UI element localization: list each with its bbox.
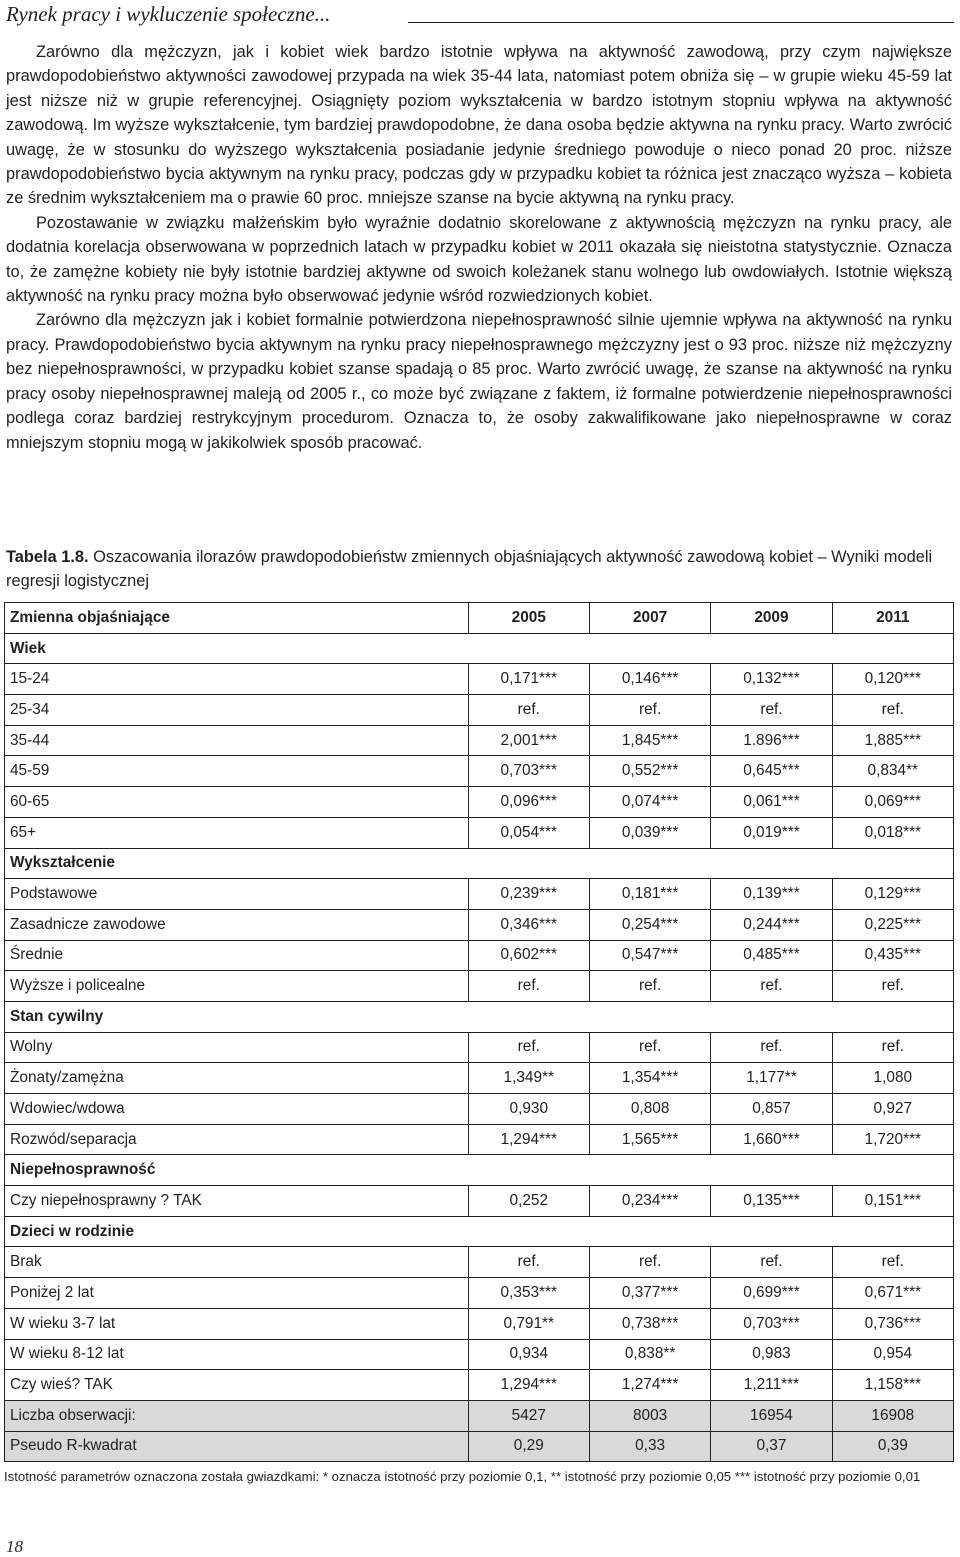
table-group-row bbox=[5, 848, 954, 879]
table-group-row bbox=[5, 1216, 954, 1247]
cell-value: 0,435*** bbox=[832, 940, 953, 971]
cell-value: 1,177** bbox=[711, 1063, 832, 1094]
cell-value: 1,294*** bbox=[468, 1124, 589, 1155]
cell-value: 1,294*** bbox=[468, 1370, 589, 1401]
row-label: 35-44 bbox=[5, 725, 469, 756]
cell-value: 1,720*** bbox=[832, 1124, 953, 1155]
cell-value: 1,080 bbox=[832, 1063, 953, 1094]
cell-value: 0,146*** bbox=[589, 664, 710, 695]
row-label: Czy wieś? TAK bbox=[5, 1370, 469, 1401]
cell-value: 0,930 bbox=[468, 1094, 589, 1125]
row-label: Zasadnicze zawodowe bbox=[5, 909, 469, 940]
column-header: Zmienna objaśniające bbox=[5, 603, 469, 634]
table-body bbox=[5, 633, 954, 1462]
cell-value: 0,135*** bbox=[711, 1186, 832, 1217]
header-rule bbox=[408, 22, 954, 23]
cell-value: 0,552*** bbox=[589, 756, 710, 787]
table-row bbox=[5, 1370, 954, 1401]
table-row bbox=[5, 695, 954, 726]
cell-value: 2,001*** bbox=[468, 725, 589, 756]
column-header: 2009 bbox=[711, 603, 832, 634]
cell-value: 0,353*** bbox=[468, 1278, 589, 1309]
cell-value: 0,671*** bbox=[832, 1278, 953, 1309]
cell-value: 0,808 bbox=[589, 1094, 710, 1125]
cell-value: 0,602*** bbox=[468, 940, 589, 971]
table-caption bbox=[6, 545, 952, 594]
table-row bbox=[5, 940, 954, 971]
cell-value: ref. bbox=[711, 1032, 832, 1063]
cell-value: ref. bbox=[832, 971, 953, 1002]
cell-value: 0,244*** bbox=[711, 909, 832, 940]
cell-value: 1,845*** bbox=[589, 725, 710, 756]
cell-value: 0,239*** bbox=[468, 879, 589, 910]
cell-value: 0,37 bbox=[711, 1431, 832, 1462]
cell-value: 1,349** bbox=[468, 1063, 589, 1094]
cell-value: 0,346*** bbox=[468, 909, 589, 940]
row-label: Brak bbox=[5, 1247, 469, 1278]
cell-value: ref. bbox=[832, 1032, 953, 1063]
group-label: Dzieci w rodzinie bbox=[5, 1216, 954, 1247]
cell-value: 1,274*** bbox=[589, 1370, 710, 1401]
table-row bbox=[5, 756, 954, 787]
row-label: Wyższe i policealne bbox=[5, 971, 469, 1002]
cell-value: 0,738*** bbox=[589, 1308, 710, 1339]
group-label: Wiek bbox=[5, 633, 954, 664]
cell-value: 0,857 bbox=[711, 1094, 832, 1125]
cell-value: 0,983 bbox=[711, 1339, 832, 1370]
table-row bbox=[5, 1278, 954, 1309]
cell-value: 1,660*** bbox=[711, 1124, 832, 1155]
cell-value: 0,29 bbox=[468, 1431, 589, 1462]
table-footnote: Istotność parametrów oznaczona została gwiazdkami: * oznacza istotność przy poziomie 0,1, ** istotność przy poziomie 0,05 *** istotność przy poziomie 0,01 bbox=[4, 1469, 921, 1484]
paragraph: Zarówno dla mężczyzn jak i kobiet formalnie potwierdzona niepełnosprawność silnie ujemnie wpływa na aktywność na rynku pracy. Prawdopodobieństwo bycia aktywnym na rynku pracy niepełnosprawnego mężczyzny jest o 93 proc. niższe niż mężczyzny bez niepełnosprawności, w przypadku kobiet szanse spadają o 85 proc. Warto zwrócić uwagę, że szanse na aktywność na rynku pracy osoby niepełnosprawnej maleją od 2005 r., co może być związane z faktem, iż formalne potwierdzenie niepełnosprawności podlega coraz bardziej restrykcyjnym procedurom. Oznacza to, że osoby zakwalifikowane jako niepełnosprawne w coraz mniejszym stopniu mogą w jakikolwiek sposób pracować. bbox=[6, 311, 952, 452]
table-row bbox=[5, 1124, 954, 1155]
table-caption-label: Tabela 1.8. bbox=[6, 548, 89, 566]
cell-value: 0,061*** bbox=[711, 787, 832, 818]
cell-value: 0,377*** bbox=[589, 1278, 710, 1309]
cell-value: 0,151*** bbox=[832, 1186, 953, 1217]
cell-value: 1,885*** bbox=[832, 725, 953, 756]
body-text bbox=[6, 40, 952, 455]
cell-value: 0,069*** bbox=[832, 787, 953, 818]
cell-value: 0,703*** bbox=[711, 1308, 832, 1339]
running-header-title: Rynek pracy i wykluczenie społeczne... bbox=[6, 2, 331, 26]
cell-value: ref. bbox=[589, 695, 710, 726]
table-row bbox=[5, 1247, 954, 1278]
table-row bbox=[5, 1308, 954, 1339]
group-label: Stan cywilny bbox=[5, 1001, 954, 1032]
cell-value: 0,33 bbox=[589, 1431, 710, 1462]
table-row bbox=[5, 1186, 954, 1217]
paragraph: Zarówno dla mężczyzn, jak i kobiet wiek bardzo istotnie wpływa na aktywność zawodową, przy czym największe prawdopodobieństwo aktywności zawodowej przypada na wiek 35-44 lata, natomiast potem obniża się – w grupie wieku 45-59 lat jest niższe niż w grupie referencyjnej. Osiągnięty poziom wykształcenia w bardzo istotnym stopniu wpływa na aktywność zawodową. Im wyższe wykształcenie, tym bardziej prawdopodobne, że dana osoba będzie aktywna na rynku pracy. Warto zwrócić uwagę, że w stosunku do wyższego wykształcenia posiadanie jedynie średniego powoduje o nieco ponad 20 proc. niższe prawdopodobieństwo bycia aktywnym na rynku pracy, podczas gdy w przypadku kobiet ta różnica jest znacząco wyższa – kobieta ze średnim wykształceniem ma o prawie 60 proc. mniejsze szanse na bycie aktywną na rynku pracy. bbox=[6, 43, 952, 208]
cell-value: 0,934 bbox=[468, 1339, 589, 1370]
cell-value: 0,054*** bbox=[468, 817, 589, 848]
cell-value: ref. bbox=[589, 971, 710, 1002]
row-label: Rozwód/separacja bbox=[5, 1124, 469, 1155]
cell-value: 0,096*** bbox=[468, 787, 589, 818]
table-row bbox=[5, 971, 954, 1002]
cell-value: 0,254*** bbox=[589, 909, 710, 940]
table-header-row bbox=[5, 603, 954, 634]
cell-value: 1.896*** bbox=[711, 725, 832, 756]
cell-value: 0,139*** bbox=[711, 879, 832, 910]
cell-value: 0,699*** bbox=[711, 1278, 832, 1309]
cell-value: 0,234*** bbox=[589, 1186, 710, 1217]
table-row bbox=[5, 664, 954, 695]
row-label: Podstawowe bbox=[5, 879, 469, 910]
table-row bbox=[5, 817, 954, 848]
table-row bbox=[5, 725, 954, 756]
table-row bbox=[5, 1400, 954, 1431]
table-group-row bbox=[5, 1001, 954, 1032]
cell-value: ref. bbox=[711, 971, 832, 1002]
row-label: Wolny bbox=[5, 1032, 469, 1063]
cell-value: ref. bbox=[468, 1247, 589, 1278]
cell-value: ref. bbox=[589, 1032, 710, 1063]
cell-value: 0,703*** bbox=[468, 756, 589, 787]
paragraph: Pozostawanie w związku małżeńskim było wyraźnie dodatnio skorelowane z aktywnością mężczyzn na rynku pracy, ale dodatnia korelacja obserwowana w poprzednich latach w przypadku kobiet w 2011 okazała się nieistotna statystycznie. Oznacza to, że zamężne kobiety nie były istotnie bardziej aktywne od swoich koleżanek stanu wolnego lub owdowiałych. Istotnie większą aktywność na rynku pracy można było obserwować jedynie wśród rozwiedzionych kobiet. bbox=[6, 213, 952, 306]
cell-value: 0,074*** bbox=[589, 787, 710, 818]
cell-value: 0,181*** bbox=[589, 879, 710, 910]
cell-value: 5427 bbox=[468, 1400, 589, 1431]
row-label: 65+ bbox=[5, 817, 469, 848]
row-label: Średnie bbox=[5, 940, 469, 971]
cell-value: 0,018*** bbox=[832, 817, 953, 848]
row-label: Liczba obserwacji: bbox=[5, 1400, 469, 1431]
cell-value: 0,252 bbox=[468, 1186, 589, 1217]
cell-value: 0,39 bbox=[832, 1431, 953, 1462]
column-header: 2007 bbox=[589, 603, 710, 634]
cell-value: 0,129*** bbox=[832, 879, 953, 910]
cell-value: ref. bbox=[711, 1247, 832, 1278]
odds-ratio-table bbox=[4, 602, 954, 1462]
running-header bbox=[6, 0, 954, 34]
row-label: Czy niepełnosprawny ? TAK bbox=[5, 1186, 469, 1217]
row-label: 25-34 bbox=[5, 695, 469, 726]
table-row bbox=[5, 1032, 954, 1063]
row-label: Żonaty/zamężna bbox=[5, 1063, 469, 1094]
cell-value: 0,120*** bbox=[832, 664, 953, 695]
cell-value: 0,791** bbox=[468, 1308, 589, 1339]
row-label: Wdowiec/wdowa bbox=[5, 1094, 469, 1125]
cell-value: ref. bbox=[468, 971, 589, 1002]
cell-value: 0,834** bbox=[832, 756, 953, 787]
group-label: Wykształcenie bbox=[5, 848, 954, 879]
table-group-row bbox=[5, 1155, 954, 1186]
row-label: 60-65 bbox=[5, 787, 469, 818]
cell-value: ref. bbox=[468, 1032, 589, 1063]
cell-value: ref. bbox=[589, 1247, 710, 1278]
cell-value: ref. bbox=[468, 695, 589, 726]
cell-value: 0,927 bbox=[832, 1094, 953, 1125]
table-row bbox=[5, 1431, 954, 1462]
cell-value: 16908 bbox=[832, 1400, 953, 1431]
table-caption-text: Oszacowania ilorazów prawdopodobieństw zmiennych objaśniających aktywność zawodową kobiet – Wyniki modeli regresji logistycznej bbox=[6, 548, 933, 591]
cell-value: 0,132*** bbox=[711, 664, 832, 695]
row-label: Poniżej 2 lat bbox=[5, 1278, 469, 1309]
cell-value: 0,171*** bbox=[468, 664, 589, 695]
cell-value: ref. bbox=[832, 1247, 953, 1278]
cell-value: 0,225*** bbox=[832, 909, 953, 940]
cell-value: ref. bbox=[711, 695, 832, 726]
table-row bbox=[5, 909, 954, 940]
cell-value: 1,354*** bbox=[589, 1063, 710, 1094]
cell-value: 1,158*** bbox=[832, 1370, 953, 1401]
cell-value: 0,645*** bbox=[711, 756, 832, 787]
cell-value: 0,019*** bbox=[711, 817, 832, 848]
cell-value: 8003 bbox=[589, 1400, 710, 1431]
group-label: Niepełnosprawność bbox=[5, 1155, 954, 1186]
column-header: 2011 bbox=[832, 603, 953, 634]
table-row bbox=[5, 1063, 954, 1094]
cell-value: 0,954 bbox=[832, 1339, 953, 1370]
row-label: 45-59 bbox=[5, 756, 469, 787]
row-label: W wieku 3-7 lat bbox=[5, 1308, 469, 1339]
table-row bbox=[5, 787, 954, 818]
table-row bbox=[5, 1339, 954, 1370]
cell-value: 0,547*** bbox=[589, 940, 710, 971]
row-label: 15-24 bbox=[5, 664, 469, 695]
page-number: 18 bbox=[6, 1537, 23, 1556]
row-label: W wieku 8-12 lat bbox=[5, 1339, 469, 1370]
column-header: 2005 bbox=[468, 603, 589, 634]
cell-value: 0,039*** bbox=[589, 817, 710, 848]
cell-value: 1,211*** bbox=[711, 1370, 832, 1401]
table-row bbox=[5, 879, 954, 910]
table-row bbox=[5, 1094, 954, 1125]
cell-value: 16954 bbox=[711, 1400, 832, 1431]
row-label: Pseudo R-kwadrat bbox=[5, 1431, 469, 1462]
table-group-row bbox=[5, 633, 954, 664]
cell-value: 0,736*** bbox=[832, 1308, 953, 1339]
cell-value: 1,565*** bbox=[589, 1124, 710, 1155]
cell-value: 0,838** bbox=[589, 1339, 710, 1370]
cell-value: 0,485*** bbox=[711, 940, 832, 971]
cell-value: ref. bbox=[832, 695, 953, 726]
